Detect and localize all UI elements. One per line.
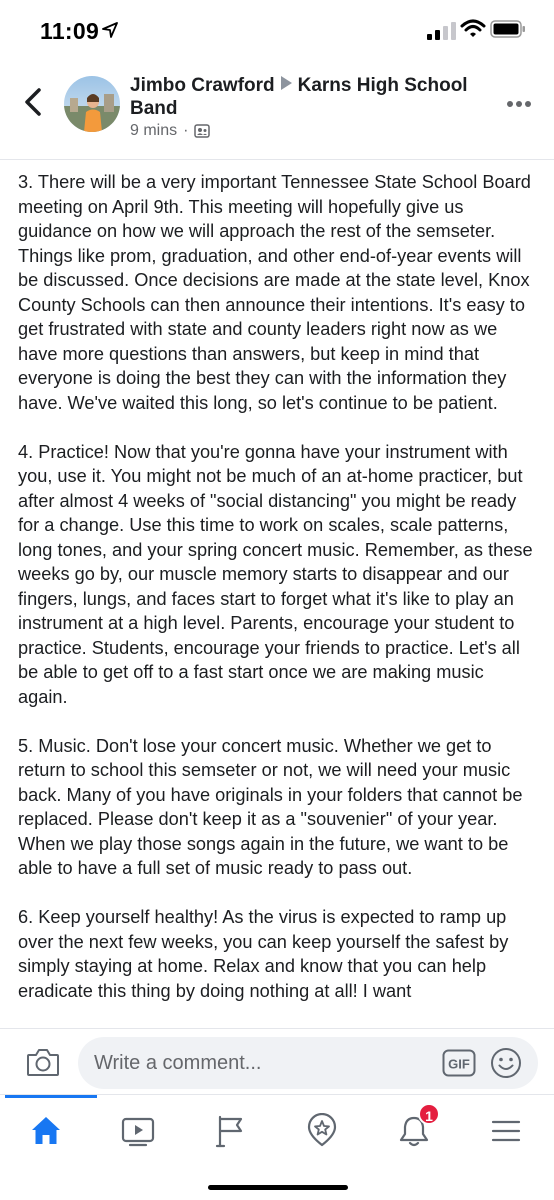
more-options-icon[interactable] — [506, 100, 532, 108]
star-badge-icon — [304, 1113, 340, 1149]
location-arrow-icon — [102, 22, 118, 38]
post-meta — [130, 122, 210, 140]
tab-favorites[interactable] — [292, 1109, 352, 1153]
comment-placeholder: Write a comment... — [94, 1052, 262, 1074]
camera-icon[interactable] — [26, 1047, 60, 1077]
status-bar — [0, 0, 554, 60]
author-line — [130, 74, 500, 120]
post-paragraph-5: 5. Music. Don't lose your concert music. Whether we get to return to school this semseter or not, we will need your music back. Many of you have originals in your folders that cannot be replaced. Please don't keep it as a "souvenier" of your year. When we play those songs again in the future, we want to be able to have a full set of music ready to pass out. — [18, 735, 523, 878]
comment-input[interactable] — [78, 1037, 538, 1089]
home-icon — [28, 1113, 64, 1149]
tab-notifications[interactable] — [384, 1109, 444, 1153]
post-paragraph-4: 4. Practice! Now that you're gonna have your instrument with you, use it. You might not be much of an at-home practicer, but after almost 4 weeks of "social distancing" you might be ready for a change. Use this time to work on scales, scale patterns, long tones, and your spring concert music. Remember, as these weeks go by, our muscle memory starts to disappear and our fingers, lungs, and faces start to forget what it's like to play an instrument at a high level. Parents, encourage your student to practice. Students, encourage your friends to practice. Let's all be able to get off to a fast start once we are making music again. — [18, 441, 533, 707]
active-tab-indicator — [5, 1095, 97, 1098]
flag-icon — [212, 1113, 248, 1149]
status-time: 11:09 — [40, 18, 100, 44]
post-paragraph-3: 3. There will be a very important Tennessee State School Board meeting on April 9th. This meeting will hopefully give us guidance on how we will approach the rest of the semseter. Things like prom, graduation, and other end-of-year events will be discussed. Once decisions are made at the state level, Knox County Schools can then announce their intentions. It's easy to get frustrated with state and county leaders right now as we have more questions than answers, but keep in mind that everyone is doing the best they can with the information they have. We've waited this long, so let's continue to be patient. — [18, 172, 531, 413]
notifications-badge: 1 — [418, 1103, 440, 1125]
tab-home[interactable] — [16, 1109, 76, 1153]
gif-label: GIF — [448, 1056, 470, 1072]
post-paragraph-6: 6. Keep yourself healthy! As the virus is expected to ramp up over the next few weeks, you can keep yourself the safest by simply staying at home. Relax and know that you can help eradicate this thing by doing nothing at all! I want — [18, 907, 509, 1001]
wifi-icon — [460, 19, 486, 39]
tab-watch[interactable] — [108, 1109, 168, 1153]
arrow-right-icon — [281, 76, 292, 90]
comment-bar — [0, 1028, 554, 1094]
author-name[interactable]: Jimbo Crawford — [130, 75, 275, 96]
back-arrow-icon[interactable] — [20, 86, 46, 118]
post-header — [0, 62, 554, 160]
post-timestamp[interactable]: 9 mins — [130, 122, 178, 139]
meta-separator: · — [183, 122, 189, 139]
cellular-signal-icon — [426, 22, 456, 40]
gif-icon[interactable] — [442, 1049, 476, 1077]
menu-icon — [488, 1113, 524, 1149]
video-play-icon — [120, 1113, 156, 1149]
battery-icon — [490, 20, 526, 38]
tab-pages[interactable] — [200, 1109, 260, 1153]
post-body — [18, 170, 538, 1028]
group-audience-icon — [194, 123, 210, 139]
group-name[interactable]: Karns High School Band — [130, 75, 468, 119]
emoji-icon[interactable] — [490, 1047, 522, 1079]
avatar[interactable] — [64, 76, 120, 132]
avatar-photo-icon — [64, 76, 120, 132]
tab-menu[interactable] — [476, 1109, 536, 1153]
home-indicator[interactable] — [208, 1185, 348, 1190]
